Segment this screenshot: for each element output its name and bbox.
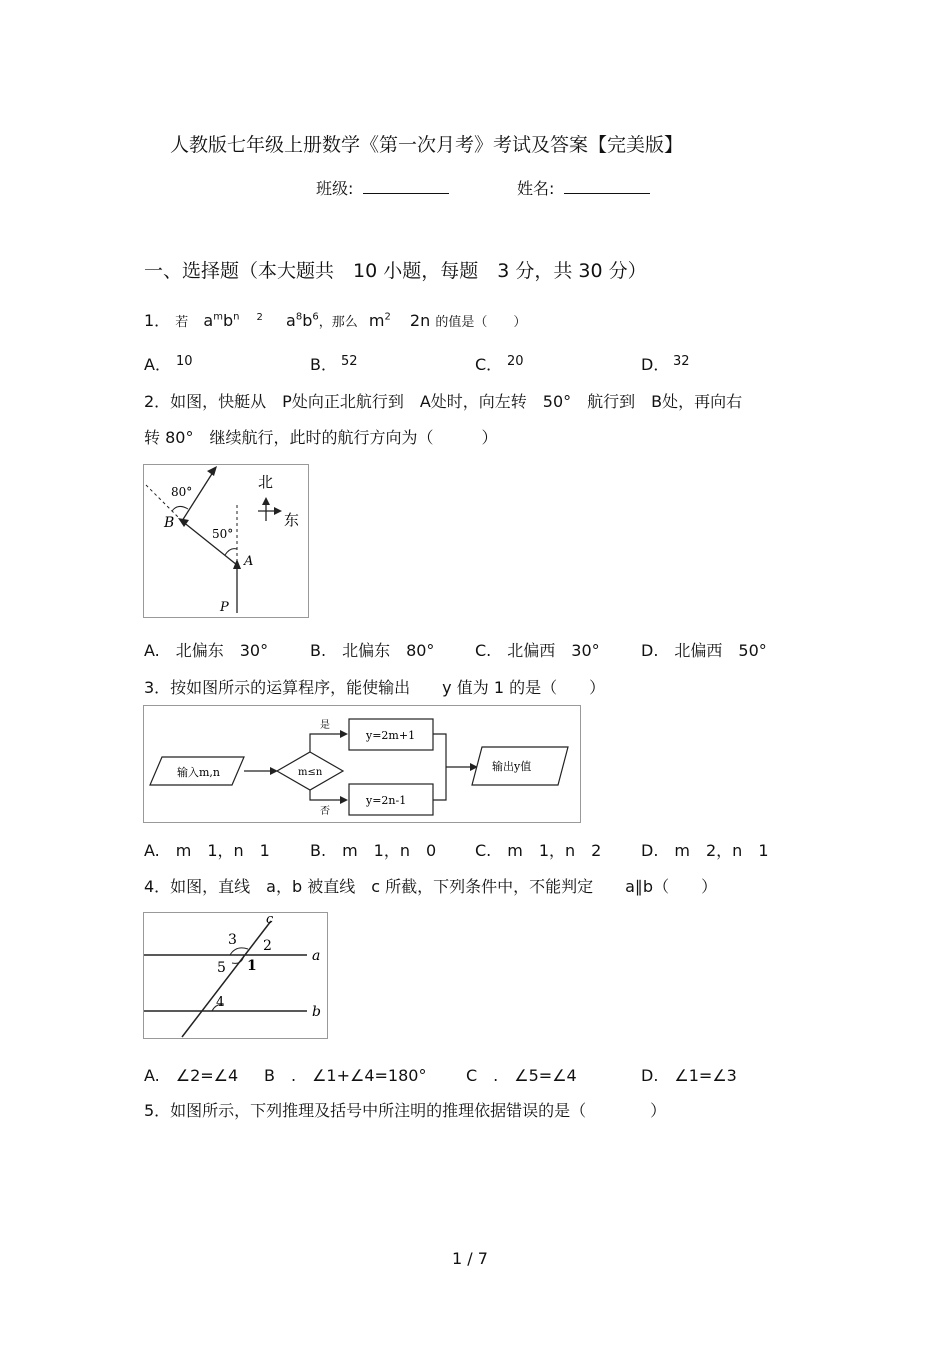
q3-option-c: C. m 1，n 2 xyxy=(475,841,602,860)
q1-two-sup: 2 xyxy=(256,311,263,323)
q2-point-b: B xyxy=(164,515,175,531)
q1-m: m xyxy=(368,311,385,330)
q3-input-label: 输入m,n xyxy=(177,766,221,779)
q1-mid: ，那么 xyxy=(318,315,358,330)
question-5-line-1: 5．如图所示，下列推理及括号中所注明的推理依据错误的是（ ） xyxy=(144,1101,667,1120)
question-2-line-2: 转 80° 继续航行，此时的航行方向为（ ） xyxy=(144,428,498,447)
q2-option-a: A. 北偏东 30° xyxy=(144,641,269,660)
q4-angle-2-label: 2 xyxy=(263,938,272,954)
section-heading: 一、选择题（本大题共 10 小题，每题 3 分，共 30 分） xyxy=(144,260,647,282)
page-number: 1 / 7 xyxy=(452,1249,488,1268)
q1-option-d-letter: D． xyxy=(641,355,670,374)
question-2-line-1: 2．如图，快艇从 P处向正北航行到 A处时，向左转 50° 航行到 B处，再向右 xyxy=(144,392,743,411)
q2-figure xyxy=(143,464,309,618)
q2-point-a: A xyxy=(244,554,254,569)
q1-m-sup: m xyxy=(213,311,223,323)
q1-option-a-letter: A． xyxy=(144,355,171,374)
q4-angle-5-label: 5 xyxy=(217,960,226,976)
q2-north-label: 北 xyxy=(258,473,274,491)
name-field xyxy=(517,176,650,199)
q1-option-c-letter: C． xyxy=(475,355,503,374)
q3-flowchart xyxy=(143,705,581,823)
q1-option-c-value: 20 xyxy=(507,354,524,369)
q3-output-label: 输出y值 xyxy=(492,760,532,773)
q1-pre: 若 xyxy=(175,315,189,330)
q4-angle-3-label: 3 xyxy=(228,932,237,948)
q2-point-p: P xyxy=(220,600,229,615)
q1-b2: b xyxy=(302,311,313,330)
class-field xyxy=(316,176,449,199)
name-blank xyxy=(564,177,650,194)
q3-no-label: 否 xyxy=(320,806,330,817)
q4-angle-4-label: 4 xyxy=(216,995,225,1010)
q1-b1: b xyxy=(222,311,234,330)
q3-option-d: D. m 2，n 1 xyxy=(641,841,769,860)
q2-option-b: B. 北偏东 80° xyxy=(310,641,435,660)
question-3-line-1: 3．按如图所示的运算程序，能使输出 y 值为 1 的是（ ） xyxy=(144,678,606,697)
q1-a2: a xyxy=(286,311,296,330)
q4-option-d: D. ∠1=∠3 xyxy=(641,1066,737,1085)
q1-option-a-value: 10 xyxy=(176,354,193,369)
q4-option-a: A. ∠2=∠4 xyxy=(144,1066,239,1085)
class-label: 班级: xyxy=(316,179,354,198)
q1-option-b-value: 52 xyxy=(341,354,358,369)
question-1 xyxy=(144,308,526,331)
q1-number: 1． xyxy=(144,311,171,330)
q1-six-sup: 6 xyxy=(312,311,319,323)
q4-angle-1-label: 1 xyxy=(247,958,257,974)
q1-two-n: 2n xyxy=(409,311,431,330)
question-4-line-1: 4．如图，直线 a，b 被直线 c 所截，下列条件中，不能判定 a∥b（ ） xyxy=(144,877,718,896)
q4-figure xyxy=(143,912,328,1039)
q2-angle-80-label: 80° xyxy=(171,485,193,499)
q1-option-d-value: 32 xyxy=(673,354,690,369)
q2-east-label: 东 xyxy=(284,511,300,529)
q4-line-b-label: b xyxy=(312,1004,321,1020)
q2-option-c: C. 北偏西 30° xyxy=(475,641,600,660)
q3-option-b: B. m 1，n 0 xyxy=(310,841,437,860)
q3-box-1-label: y=2m+1 xyxy=(366,729,416,742)
q4-option-b: B . ∠1+∠4=180° xyxy=(264,1066,427,1085)
q2-option-d: D. 北偏西 50° xyxy=(641,641,767,660)
q3-option-a: A. m 1，n 1 xyxy=(144,841,270,860)
q4-option-c: C . ∠5=∠4 xyxy=(466,1066,577,1085)
q1-m2-sup: 2 xyxy=(384,311,391,323)
q2-angle-50-label: 50° xyxy=(212,527,234,541)
q1-n-sup: n xyxy=(233,311,240,323)
document-title: 人教版七年级上册数学《第一次月考》考试及答案【完美版】 xyxy=(170,134,684,156)
q4-line-a-label: a xyxy=(312,948,321,964)
q1-eight-sup: 8 xyxy=(295,311,303,323)
name-label: 姓名: xyxy=(517,179,555,198)
q1-a1: a xyxy=(203,311,214,330)
q3-box-2-label: y=2n-1 xyxy=(366,794,407,807)
q1-post: 的值是（ ） xyxy=(435,315,527,330)
q4-line-c-label: c xyxy=(266,913,274,927)
class-blank xyxy=(363,177,449,194)
q1-option-b-letter: B． xyxy=(310,355,337,374)
q3-condition-label: m≤n xyxy=(298,767,323,778)
q3-yes-label: 是 xyxy=(320,720,330,731)
